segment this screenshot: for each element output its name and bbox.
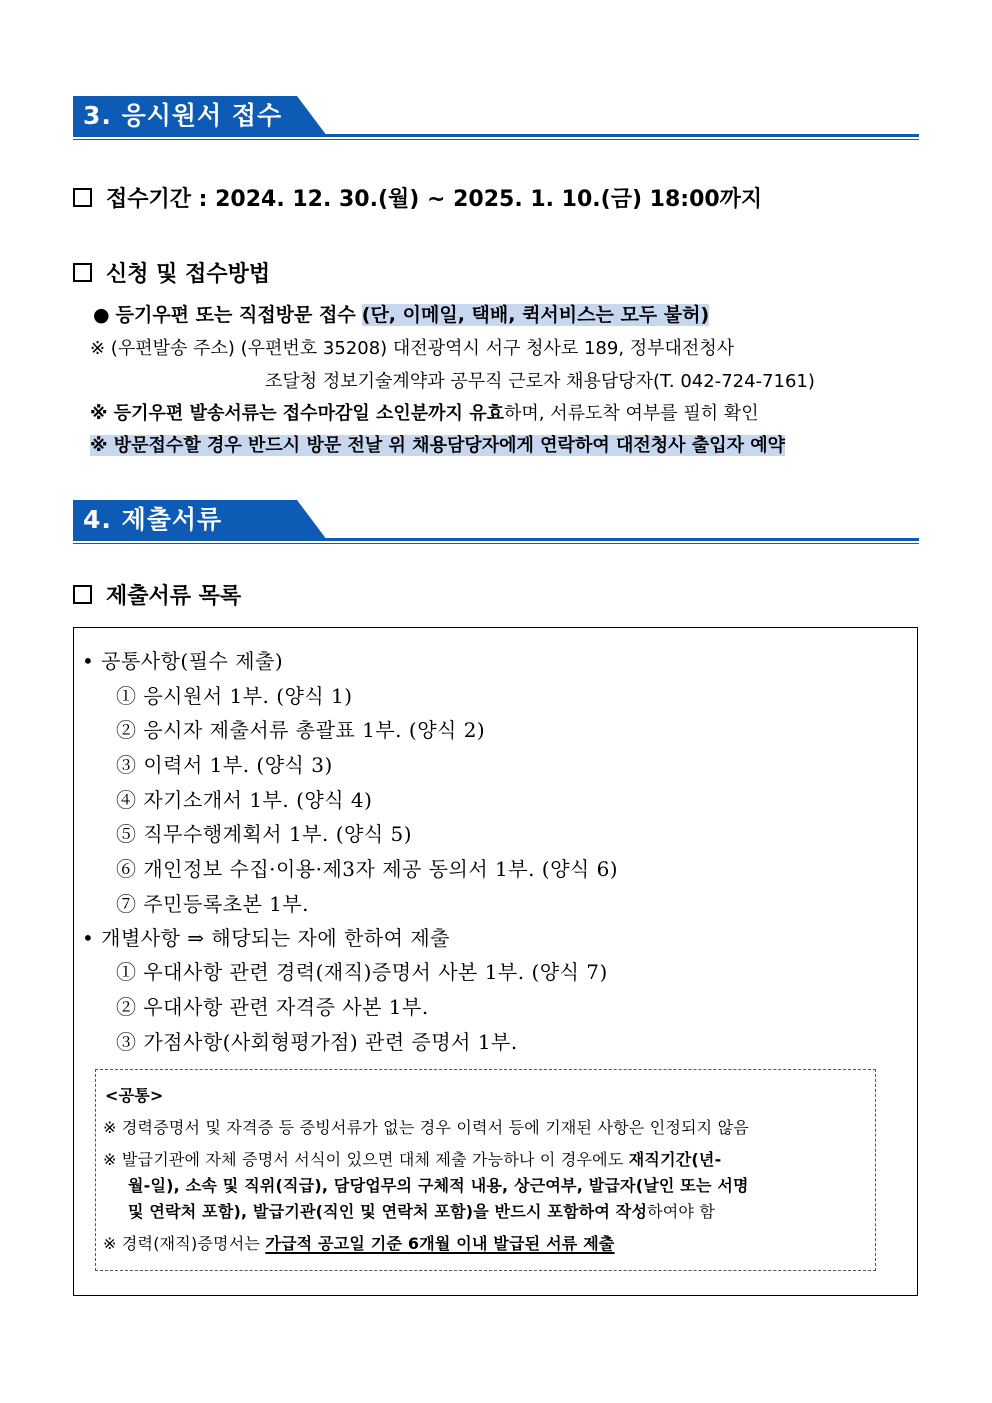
section-4-header bbox=[73, 500, 919, 544]
divider bbox=[73, 134, 919, 137]
list-item: ④ 자기소개서 1부. (양식 4) bbox=[116, 788, 373, 812]
period-text: 접수기간 : 2024. 12. 30.(월) ~ 2025. 1. 10.(금) 18:00까지 bbox=[106, 187, 763, 212]
divider bbox=[73, 543, 919, 544]
list-item: ⑦ 주민등록초본 1부. bbox=[116, 892, 310, 916]
list-item: ③ 가점사항(사회형평가점) 관련 증명서 1부. bbox=[116, 1030, 518, 1054]
notice-line-3: 월-일), 소속 및 직위(직급), 담당업무의 구체적 내용, 상근여부, 발급자(날인 또는 서명 bbox=[128, 1176, 749, 1195]
list-item: ⑤ 직무수행계획서 1부. (양식 5) bbox=[116, 822, 413, 846]
common-heading: • 공통사항(필수 제출) bbox=[82, 649, 284, 673]
address-line-1: ※ (우편발송 주소) (우편번호 35208) 대전광역시 서구 청사로 189, 정부대전청사 bbox=[90, 338, 735, 359]
notice-line-5-underlined: 가급적 공고일 기준 6개월 이내 발급된 서류 제출 bbox=[265, 1234, 615, 1253]
checkbox-square-icon bbox=[73, 188, 92, 207]
visit-note bbox=[90, 433, 785, 459]
notice-line-1: ※ 경력증명서 및 자격증 등 증빙서류가 없는 경우 이력서 등에 기재된 사항은 인정되지 않음 bbox=[103, 1118, 749, 1137]
documents-heading bbox=[73, 582, 241, 612]
registered-mail-note bbox=[90, 401, 759, 427]
notice-line-4-bold: 및 연락처 포함), 발급기관(직인 및 연락처 포함)을 반드시 포함하여 작성 bbox=[128, 1202, 648, 1221]
bullet-icon: ● bbox=[93, 304, 116, 326]
list-item: ① 우대사항 관련 경력(재직)증명서 사본 1부. (양식 7) bbox=[116, 960, 608, 984]
divider bbox=[73, 139, 919, 140]
notice-line-2-text: ※ 발급기관에 자체 증명서 서식이 있으면 대체 제출 가능하나 이 경우에도 bbox=[103, 1150, 629, 1169]
notice-line-5-text: ※ 경력(재직)증명서는 bbox=[103, 1234, 266, 1253]
method-bullet bbox=[93, 302, 709, 328]
section-3-title: 3. 응시원서 접수 bbox=[83, 101, 283, 130]
notice-line-4 bbox=[128, 1200, 715, 1224]
list-item: ② 우대사항 관련 자격증 사본 1부. bbox=[116, 995, 429, 1019]
notice-line-2 bbox=[103, 1148, 721, 1172]
section-3-header bbox=[73, 96, 919, 140]
notice-line-2-bold: 재직기간(년- bbox=[628, 1150, 722, 1169]
notice-heading: <공통> bbox=[105, 1086, 164, 1105]
section-4-title: 4. 제출서류 bbox=[83, 505, 223, 534]
method-heading bbox=[73, 260, 270, 290]
documents-heading-text: 제출서류 목록 bbox=[106, 584, 242, 609]
notice-line-4-rest: 하여야 함 bbox=[647, 1202, 716, 1221]
address-line-2: 조달청 정보기술계약과 공무직 근로자 채용담당자(T. 042-724-7161) bbox=[265, 371, 815, 392]
registered-mail-note-bold: ※ 등기우편 발송서류는 접수마감일 소인분까지 유효 bbox=[90, 403, 504, 424]
checkbox-square-icon bbox=[73, 263, 92, 282]
method-main: 등기우편 또는 직접방문 접수 bbox=[115, 304, 356, 326]
registered-mail-note-rest: 하며, 서류도착 여부를 필히 확인 bbox=[503, 403, 759, 424]
list-item: ⑥ 개인정보 수집·이용·제3자 제공 동의서 1부. (양식 6) bbox=[116, 857, 619, 881]
period-heading bbox=[73, 185, 762, 215]
visit-note-text: ※ 방문접수할 경우 반드시 방문 전날 위 채용담당자에게 연락하여 대전청사 출입자 예약 bbox=[90, 435, 786, 456]
individual-heading: • 개별사항 ⇒ 해당되는 자에 한하여 제출 bbox=[82, 926, 450, 950]
list-item: ① 응시원서 1부. (양식 1) bbox=[116, 684, 353, 708]
notice-line-5 bbox=[103, 1232, 615, 1256]
list-item: ③ 이력서 1부. (양식 3) bbox=[116, 753, 333, 777]
method-text: 신청 및 접수방법 bbox=[106, 262, 271, 287]
checkbox-square-icon bbox=[73, 585, 92, 604]
list-item: ② 응시자 제출서류 총괄표 1부. (양식 2) bbox=[116, 718, 486, 742]
method-restriction: (단, 이메일, 택배, 퀵서비스는 모두 불허) bbox=[361, 304, 710, 326]
divider bbox=[73, 538, 919, 541]
